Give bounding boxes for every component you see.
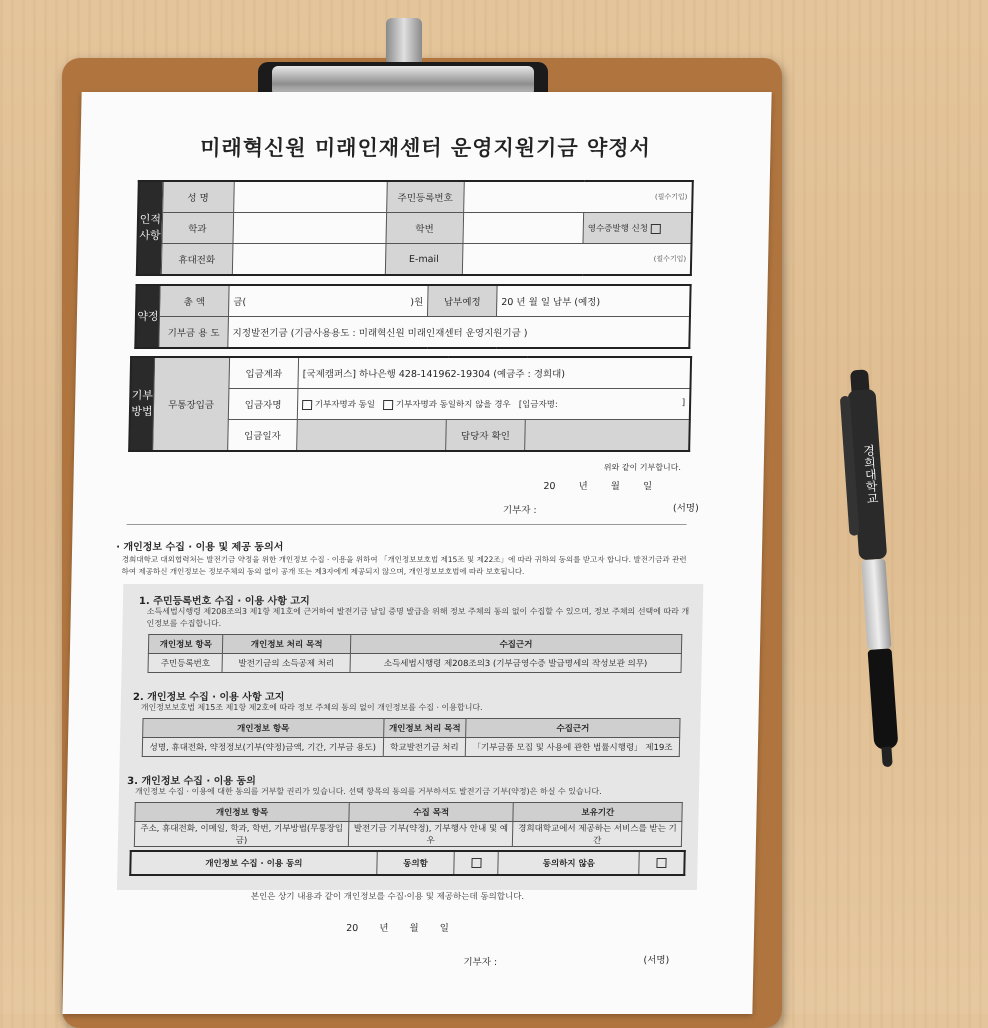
consent-box [117, 584, 703, 890]
method-table [128, 356, 692, 452]
phone-field[interactable] [232, 244, 386, 276]
s2-header: 수집근거 [466, 719, 680, 738]
section1-title: 1. 주민등록번호 수집 · 이용 사항 고지 [138, 596, 310, 607]
receipt-label: 영수증발행 신청 [587, 224, 649, 234]
use-label: 기부금 용 도 [159, 317, 229, 349]
officer-field[interactable] [525, 420, 690, 452]
due-label: 납부예정 [427, 285, 497, 317]
use-field: 지정발전기금 (기금사용용도 : 미래혁신원 미래인재센터 운영지원기금 ) [228, 317, 690, 349]
depositor-field[interactable]: 기부자명과 동일 기부자명과 동일하지 않을 경우 [입금자명: ] [297, 389, 690, 420]
s2-header: 개인정보 항목 [143, 719, 384, 738]
s3-header: 수집 목적 [349, 803, 514, 822]
s3-header: 보유기간 [513, 803, 682, 822]
amount-label: 총 액 [159, 285, 229, 317]
personal-info-table [136, 180, 694, 276]
disagree-checkbox[interactable] [657, 858, 667, 868]
name-field[interactable] [233, 181, 387, 213]
disagree-checkbox-cell[interactable] [639, 851, 685, 875]
section2-text: 개인정보보호법 제15조 제1항 제2호에 따라 정보 주체의 동의 없이 개인정보를 수집 · 이용합니다. [140, 703, 483, 712]
section2-table [142, 718, 681, 757]
deposit-date-label: 입금일자 [228, 420, 298, 452]
pen-logo-text: 경희대학교 [861, 443, 880, 505]
donor-label: 기부자 : [502, 505, 537, 516]
officer-label: 담당자 확인 [446, 420, 526, 452]
sign-date-2: 20 년 월 일 [346, 923, 449, 934]
s3-header: 개인정보 항목 [135, 803, 349, 822]
pen-tip [881, 747, 892, 768]
required-note: (필수기입) [653, 255, 687, 263]
section2-title: 2. 개인정보 수집 · 이용 사항 고지 [132, 692, 285, 703]
s2-header: 개인정보 처리 목적 [383, 719, 466, 738]
pen-clear-section [861, 559, 891, 650]
s3-cell: 발전기금 기부(약정), 기부행사 안내 및 예우 [348, 822, 513, 847]
agree-checkbox-cell[interactable] [454, 851, 498, 875]
pledge-side-label: 약정 [135, 285, 160, 348]
s3-cell: 주소, 휴대전화, 이메일, 학과, 학번, 기부방법(무통장입금) [134, 822, 348, 847]
id-number-label: 주민등록번호 [386, 181, 464, 213]
deposit-date-field[interactable] [297, 420, 447, 452]
required-note: (필수기입) [654, 193, 688, 201]
different-name-label: 기부자명과 동일하지 않을 경우 [395, 400, 511, 410]
different-name-checkbox[interactable] [383, 400, 393, 410]
disagree-label: 동의하지 않음 [498, 851, 640, 875]
personal-side-label: 인적사항 [137, 181, 163, 275]
signature-label[interactable]: (서명) [672, 503, 699, 514]
name-label: 성 명 [162, 181, 234, 213]
dept-field[interactable] [233, 213, 387, 244]
divider [127, 524, 687, 525]
s1-header: 개인정보 처리 목적 [223, 635, 351, 654]
amount-field[interactable] [228, 285, 428, 317]
signature-label-2[interactable]: (서명) [643, 955, 670, 966]
sign-date: 20 년 월 일 [543, 481, 653, 492]
section1-text: 소득세법시행령 제208조의3 제1항 제1호에 근거하여 발전기금 납입 증명 발급을 위해 정보 주체의 동의 없이 수집할 수 있으며, 정보 주체의 선택에 따라 개인정보를 수집합니다. [146, 607, 690, 628]
section1-table [147, 634, 682, 673]
consent-heading: · 개인정보 수집 · 이용 및 제공 동의서 [116, 542, 284, 553]
pen [838, 369, 906, 771]
pledge-form [62, 92, 771, 1014]
section3-table [134, 802, 683, 847]
s1-cell: 주민등록번호 [148, 654, 223, 673]
student-no-label: 학번 [386, 213, 464, 244]
phone-label: 휴대전화 [161, 244, 233, 276]
pledge-table [134, 284, 691, 349]
same-name-checkbox[interactable] [302, 400, 312, 410]
email-field[interactable] [462, 244, 691, 276]
s1-header: 개인정보 항목 [148, 635, 223, 654]
s2-cell: 학교발전기금 처리 [383, 738, 466, 757]
same-name-label: 기부자명과 동일 [314, 400, 376, 410]
amount-prefix: 금( [233, 297, 247, 308]
amount-suffix: )원 [410, 297, 424, 308]
s1-cell: 소득세법시행령 제208조의3 (기부금영수증 발급명세의 작성보관 의무) [350, 654, 682, 673]
agree-label: 동의함 [376, 851, 454, 875]
section3-text: 개인정보 수집 · 이용에 대한 동의를 거부할 권리가 있습니다. 선택 항목의 동의를 거부하셔도 발전기금 기부(약정)은 하실 수 있습니다. [134, 787, 602, 796]
id-number-field[interactable] [463, 181, 692, 213]
student-no-field[interactable] [463, 213, 584, 244]
account-value: [국제캠퍼스] 하나은행 428-141962-19304 (예금주 : 경희대) [298, 357, 691, 389]
final-statement: 본인은 상기 내용과 같이 개인정보를 수집·이용 및 제공하는데 동의합니다. [250, 892, 525, 902]
consent-choice-label: 개인정보 수집 · 이용 동의 [130, 851, 377, 875]
due-field[interactable]: 20 년 월 일 납부 (예정) [496, 285, 690, 317]
pen-grip [868, 648, 899, 749]
consent-choice-table [129, 850, 686, 876]
method-side-label: 기부방법 [129, 357, 154, 451]
s2-cell: 성명, 휴대전화, 약정정보(기부(약정)금액, 기간, 기부금 용도) [142, 738, 383, 757]
s3-cell: 경희대학교에서 제공하는 서비스를 받는 기간 [513, 822, 682, 847]
email-label: E-mail [385, 244, 463, 276]
dept-label: 학과 [162, 213, 234, 244]
method-label: 무통장입금 [153, 357, 230, 451]
s2-cell: 「기부금품 모집 및 사용에 관한 법률시행령」 제19조 [465, 738, 679, 757]
section3-title: 3. 개인정보 수집 · 이용 동의 [127, 776, 256, 787]
consent-intro: 경희대학교 대외협력처는 발전기금 약정을 위한 개인정보 수집 · 이용을 위하여 「개인정보보호법 제15조 및 제22조」에 따라 귀하의 동의를 받고자 합니다. 발전기금과 관련하여 제공하신 개인정보는 정보주체의 동의 없이 공개 또는 제3자에게 제공되지 않으며, 개인정보보호법에 따라 보호됩니다. [121, 555, 687, 576]
s1-cell: 발전기금의 소득공제 처리 [222, 654, 350, 673]
receipt-checkbox[interactable] [651, 224, 661, 234]
s1-header: 수집근거 [350, 635, 682, 654]
form-title: 미래혁신원 미래인재센터 운영지원기금 약정서 [199, 136, 652, 160]
agree-checkbox[interactable] [471, 858, 481, 868]
account-label: 입금계좌 [229, 357, 299, 389]
depositor-label: 입금자명 [228, 389, 298, 420]
depositor-name: [입금자명: [518, 400, 558, 410]
donation-statement: 위와 같이 기부합니다. [603, 463, 682, 472]
donor-label-2: 기부자 : [463, 957, 498, 968]
receipt-request[interactable] [583, 213, 692, 244]
